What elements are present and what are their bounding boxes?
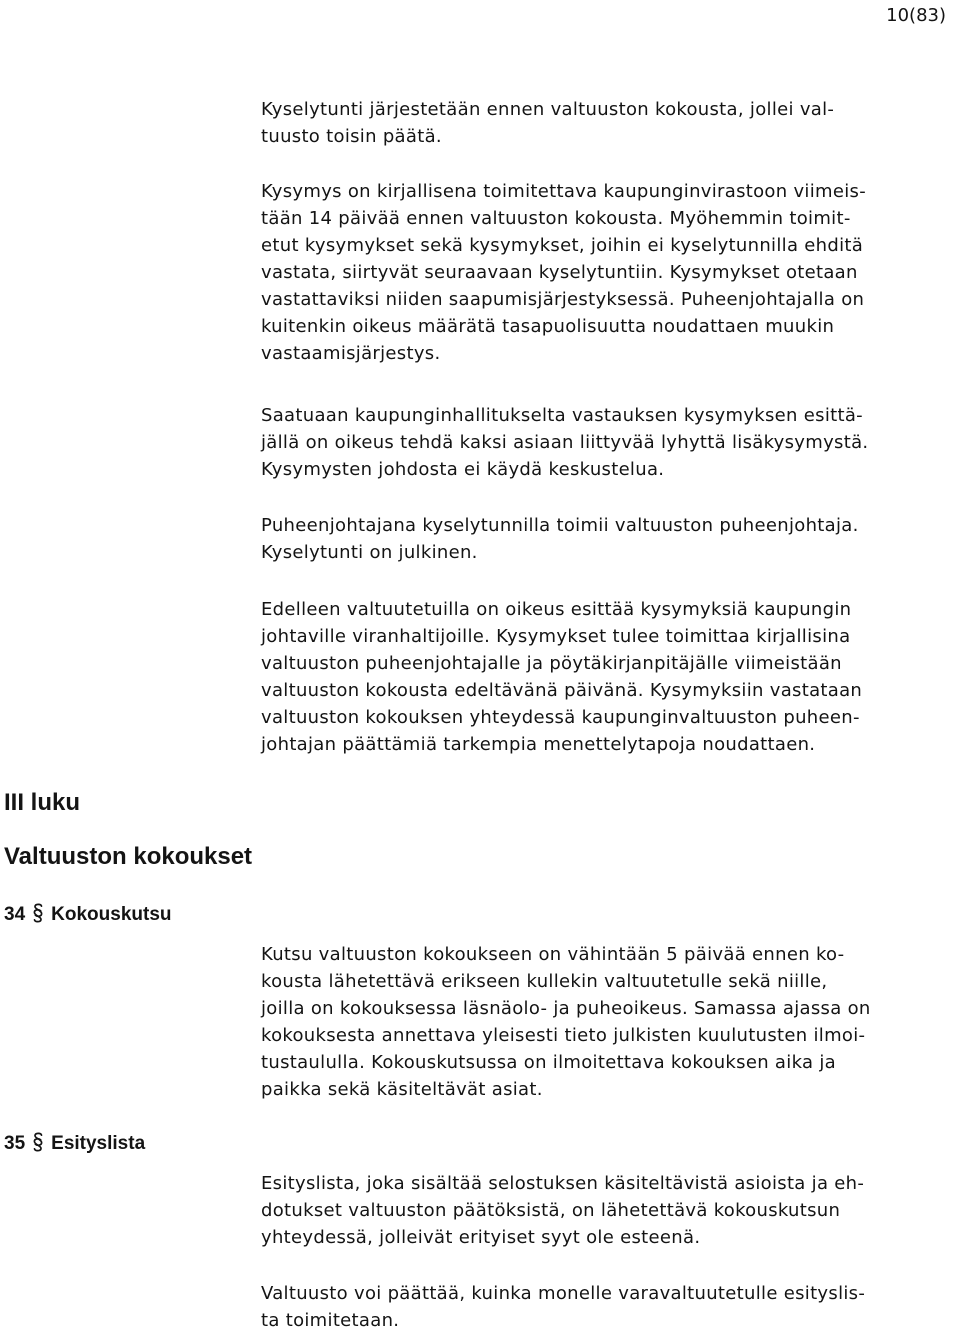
paragraph-puheenjohtaja: Puheenjohtajana kyselytunnilla toimii valtuuston puheenjohtaja. Kyselytunti on julkinen.: [261, 515, 859, 563]
section-34-heading: [4, 902, 172, 927]
paragraph-esityslista: Esityslista, joka sisältää selostuksen käsiteltävistä asioista ja eh- dotukset valtuuston päätöksistä, on lähetettävä kokouskutsun yhteydessä, jolleivät erityiset syyt ole esteenä.: [261, 1173, 865, 1248]
paragraph-kyselytunti-timing: Kyselytunti järjestetään ennen valtuuston kokousta, jollei val- tuusto toisin päätä.: [261, 99, 835, 147]
section-35-heading: [4, 1131, 145, 1156]
section-mark-icon: [31, 1131, 45, 1153]
paragraph-kysymys-submission: Kysymys on kirjallisena toimitettava kaupunginvirastoon viimeis- tään 14 päivää ennen valtuuston kokousta. Myöhemmin toimit- etut kysymykset sekä kysymykset, joihin ei kyselytunnilla ehditä vastata, siirtyvät seuraavaan kyselytuntiin. Kysymykset otetaan vastattaviksi niiden saapumisjärjestyksessä. Puheenjohtajalla on kuitenkin oikeus määrätä tasapuolisuutta noudattaen muukin vastaamisjärjestys.: [261, 181, 866, 364]
section-mark-icon: [31, 902, 45, 924]
chapter-number: III luku: [4, 789, 81, 816]
paragraph-viranhaltijat: Edelleen valtuutetuilla on oikeus esittää kysymyksiä kaupungin johtaville viranhaltijoille. Kysymykset tulee toimittaa kirjallisina valtuuston puheenjohtajalle ja pöytäkirjanpitäjälle viimeistään valtuuston kokousta edeltävänä päivänä. Kysymyksiin vastataan valtuuston kokouksen yhteydessä kaupunginvaltuuston puheen- johtajan päättämiä tarkempia menettelytapoja noudattaen.: [261, 599, 863, 755]
section-35-title: Esityslista: [51, 1133, 146, 1154]
paragraph-lisakysymys: Saatuaan kaupunginhallitukselta vastauksen kysymyksen esittä- jällä on oikeus tehdä kaksi asiaan liittyvää lyhyttä lisäkysymystä. Kysymysten johdosta ei käydä keskustelua.: [261, 405, 869, 480]
paragraph-varavaltuutetut: Valtuusto voi päättää, kuinka monelle varavaltuutetulle esityslis- ta toimitetaan.: [261, 1283, 866, 1331]
section-35-number: 35: [4, 1133, 26, 1154]
page-number: 10(83): [886, 5, 946, 26]
paragraph-kokouskutsu: Kutsu valtuuston kokoukseen on vähintään 5 päivää ennen ko- kousta lähetettävä erikseen kullekin valtuutetulle sekä niille, joilla on kokouksessa läsnäolo- ja puheoikeus. Samassa ajassa on kokouksesta annettava yleisesti tieto julkisten kuulutusten ilmoi- tustaululla. Kokouskutsussa on ilmoitettava kokouksen aika ja paikka sekä käsiteltävät asiat.: [261, 944, 871, 1100]
section-34-number: 34: [4, 904, 26, 925]
chapter-title: Valtuuston kokoukset: [4, 843, 253, 870]
section-34-title: Kokouskutsu: [51, 904, 172, 925]
